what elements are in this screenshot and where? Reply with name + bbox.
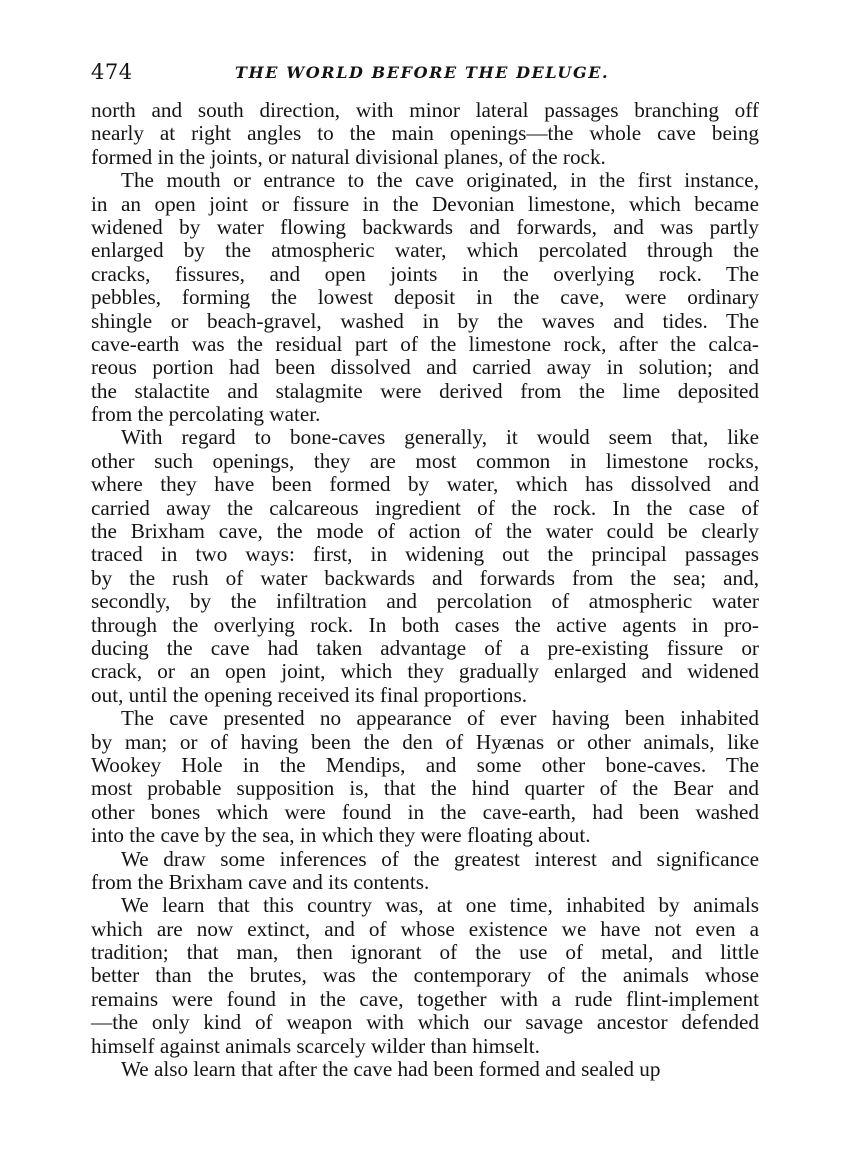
text-line: shingle or beach-gravel, washed in by the waves and tides. The [91,308,759,333]
text-line: the stalactite and stalagmite were derived from the lime deposited [91,378,759,403]
text-line: better than the brutes, was the contemporary of the animals whose [91,963,759,988]
text-line: ducing the cave had taken advantage of a pre-existing fissure or [91,635,759,660]
text-line: We learn that this country was, at one time, inhabited by animals [121,893,759,918]
text-line: We draw some inferences of the greatest interest and significance [121,846,759,871]
text-line: where they have been formed by water, which has dissolved and [91,472,759,497]
page-number: 474 [91,60,133,84]
text-line: enlarged by the atmospheric water, which percolated through the [91,238,759,263]
text-line: through the overlying rock. In both cases the active agents in pro- [91,612,759,637]
text-line: from the percolating water. [91,402,321,427]
text-line: remains were found in the cave, together with a rude flint-implement [91,986,759,1011]
paragraph [91,426,759,707]
text-line: We also learn that after the cave had been formed and sealed up [121,1057,661,1082]
text-line: from the Brixham cave and its contents. [91,869,430,894]
text-line: —the only kind of weapon with which our savage ancestor defended [91,1010,759,1035]
paragraph [91,894,759,1058]
running-title: THE WORLD BEFORE THE DELUGE. [235,63,610,82]
text-line: by man; or of having been the den of Hyænas or other animals, like [91,729,759,754]
text-line: which are now extinct, and of whose existence we have not even a [91,916,759,941]
paragraph [91,99,759,169]
text-line: Wookey Hole in the Mendips, and some other bone-caves. The [91,752,759,777]
text-line: out, until the opening received its final proportions. [91,682,528,707]
page-header [91,60,759,92]
text-line: The cave presented no appearance of ever having been inhabited [121,706,759,731]
text-line: north and south direction, with minor lateral passages branching off [91,98,759,122]
paragraph [91,169,759,426]
text-line: formed in the joints, or natural divisional planes, of the rock. [91,144,606,169]
paragraph [91,707,759,847]
body-text [91,99,759,1081]
text-line: nearly at right angles to the main openings—the whole cave being [91,121,759,146]
text-line: in an open joint or fissure in the Devonian limestone, which became [91,191,759,216]
text-line: carried away the calcareous ingredient of the rock. In the case of [91,495,759,520]
text-line: himself against animals scarcely wilder than himselt. [91,1033,540,1058]
text-line: secondly, by the infiltration and percolation of atmospheric water [91,589,759,614]
text-line: widened by water flowing backwards and forwards, and was partly [91,214,759,239]
text-line: cracks, fissures, and open joints in the overlying rock. The [91,261,759,286]
text-line: crack, or an open joint, which they gradually enlarged and widened [91,659,759,684]
paragraph [91,1058,759,1081]
text-line: cave-earth was the residual part of the limestone rock, after the calca- [91,331,759,356]
text-line: reous portion had been dissolved and carried away in solution; and [91,355,759,380]
text-line: tradition; that man, then ignorant of the use of metal, and little [91,940,759,965]
text-line: most probable supposition is, that the hind quarter of the Bear and [91,776,759,801]
paragraph [91,848,759,895]
text-line: into the cave by the sea, in which they were floating about. [91,823,591,848]
text-line: traced in two ways: first, in widening out the principal passages [91,542,759,567]
text-line: pebbles, forming the lowest deposit in the cave, were ordinary [91,285,759,310]
text-line: other such openings, they are most common in limestone rocks, [91,448,759,473]
text-line: The mouth or entrance to the cave originated, in the first instance, [121,168,759,193]
text-line: by the rush of water backwards and forwards from the sea; and, [91,565,759,590]
text-line: other bones which were found in the cave-earth, had been washed [91,799,759,824]
text-line: With regard to bone-caves generally, it would seem that, like [121,425,759,450]
text-line: the Brixham cave, the mode of action of the water could be clearly [91,519,759,544]
